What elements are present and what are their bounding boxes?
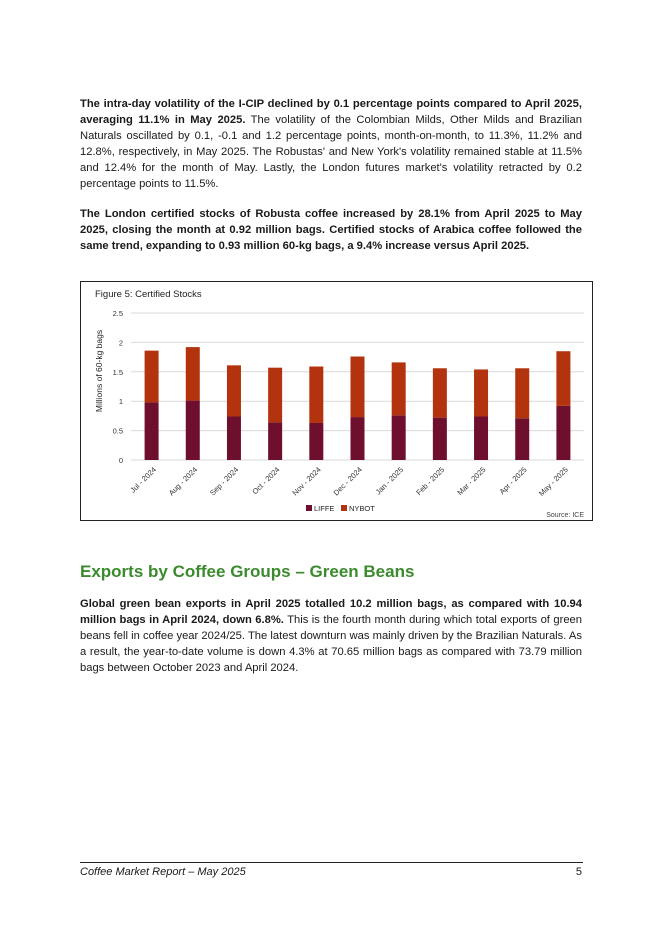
legend-label: LIFFE (314, 504, 335, 513)
chart-title: Figure 5: Certified Stocks (95, 289, 202, 300)
exports-paragraph-text: This is the fourth month during which total exports of green beans fell in coffee year 2024/25. The latest downturn was mainly driven by the Brazilian Naturals. As a result, the year-to-date volume is down 4.3% at 70.65 million bags as compared with 73.79 million bags between October 2023 and April 2024. (80, 614, 582, 674)
bar-liffe (515, 418, 529, 460)
x-tick-label: Nov - 2024 (290, 465, 323, 498)
legend-label: NYBOT (349, 504, 375, 513)
y-tick-label: 0.5 (112, 426, 123, 436)
bar-nybot (186, 347, 200, 401)
chart-source: Source: ICE (546, 512, 584, 519)
y-tick-label: 2.5 (112, 309, 123, 318)
bar-liffe (433, 418, 447, 460)
bar-liffe (268, 422, 282, 460)
bar-liffe (227, 416, 241, 460)
y-tick-label: 0 (118, 456, 123, 465)
y-tick-label: 1.5 (112, 367, 123, 377)
bar-nybot (351, 357, 365, 418)
bar-liffe (309, 423, 323, 460)
bar-nybot (392, 362, 406, 415)
bar-liffe (556, 406, 570, 460)
y-axis-label: Millions of 60-kg bags (94, 329, 104, 413)
legend-swatch-nybot (341, 505, 347, 511)
y-tick-label: 1 (118, 397, 123, 407)
x-tick-label: May - 2025 (536, 465, 570, 498)
certified-stocks-paragraph-bold: The London certified stocks of Robusta coffee increased by 28.1% from April 2025 to May 2025, closing the month at 0.92 million bags. Certified stocks of Arabica coffee followed the same trend, expanding to 0.93 million 60-kg bags, a 9.4% increase versus April 2025. (80, 208, 582, 252)
chart-canvas (81, 282, 594, 522)
x-tick-label: Jul - 2024 (128, 465, 159, 495)
footer-divider (80, 862, 583, 863)
certified-stocks-paragraph (80, 206, 582, 254)
x-tick-label: Aug - 2024 (166, 465, 200, 498)
x-tick-label: Jan - 2025 (373, 465, 406, 497)
bar-nybot (556, 351, 570, 406)
bar-nybot (474, 369, 488, 416)
bar-nybot (145, 351, 159, 403)
bar-nybot (515, 368, 529, 418)
section-heading: Exports by Coffee Groups – Green Beans (80, 562, 415, 581)
bar-nybot (309, 367, 323, 423)
bar-liffe (351, 417, 365, 460)
bar-liffe (145, 402, 159, 460)
x-tick-label: Mar - 2025 (455, 465, 488, 498)
bar-liffe (474, 416, 488, 460)
bar-nybot (268, 368, 282, 423)
x-tick-label: Apr - 2025 (497, 465, 529, 497)
volatility-paragraph-text: The volatility of the Colombian Milds, Other Milds and Brazilian Naturals oscillated by 0.1, -0.1 and 1.2 percentage points, month-on-month, to 11.3%, 11.2% and 12.8%, respectively, in May 2025. The Robustas' and New York's volatility remained stable at 11.5% and 12.4% for the month of May. Lastly, the London futures market's volatility retracted by 0.2 percentage points to 11.5%. (80, 114, 582, 190)
exports-paragraph (80, 596, 582, 676)
x-tick-label: Feb - 2025 (414, 465, 447, 498)
footer-title: Coffee Market Report – May 2025 (80, 866, 246, 878)
volatility-paragraph-bold: The intra-day volatility of the I-CIP declined by 0.1 percentage points compared to April 2025, averaging 11.1% in May 2025. (80, 98, 582, 126)
x-tick-label: Sep - 2024 (208, 465, 241, 498)
certified-stocks-chart (80, 281, 593, 521)
bar-nybot (227, 365, 241, 416)
bar-liffe (186, 401, 200, 460)
bar-liffe (392, 415, 406, 460)
x-tick-label: Dec - 2024 (331, 465, 364, 498)
legend-swatch-liffe (306, 505, 312, 511)
y-tick-label: 2 (118, 338, 123, 348)
bar-nybot (433, 368, 447, 417)
page-number: 5 (575, 866, 582, 878)
x-tick-label: Oct - 2024 (250, 465, 282, 497)
volatility-paragraph (80, 96, 582, 192)
exports-paragraph-bold: Global green bean exports in April 2025 totalled 10.2 million bags, as compared with 10.94 million bags in April 2024, down 6.8%. (80, 598, 582, 626)
